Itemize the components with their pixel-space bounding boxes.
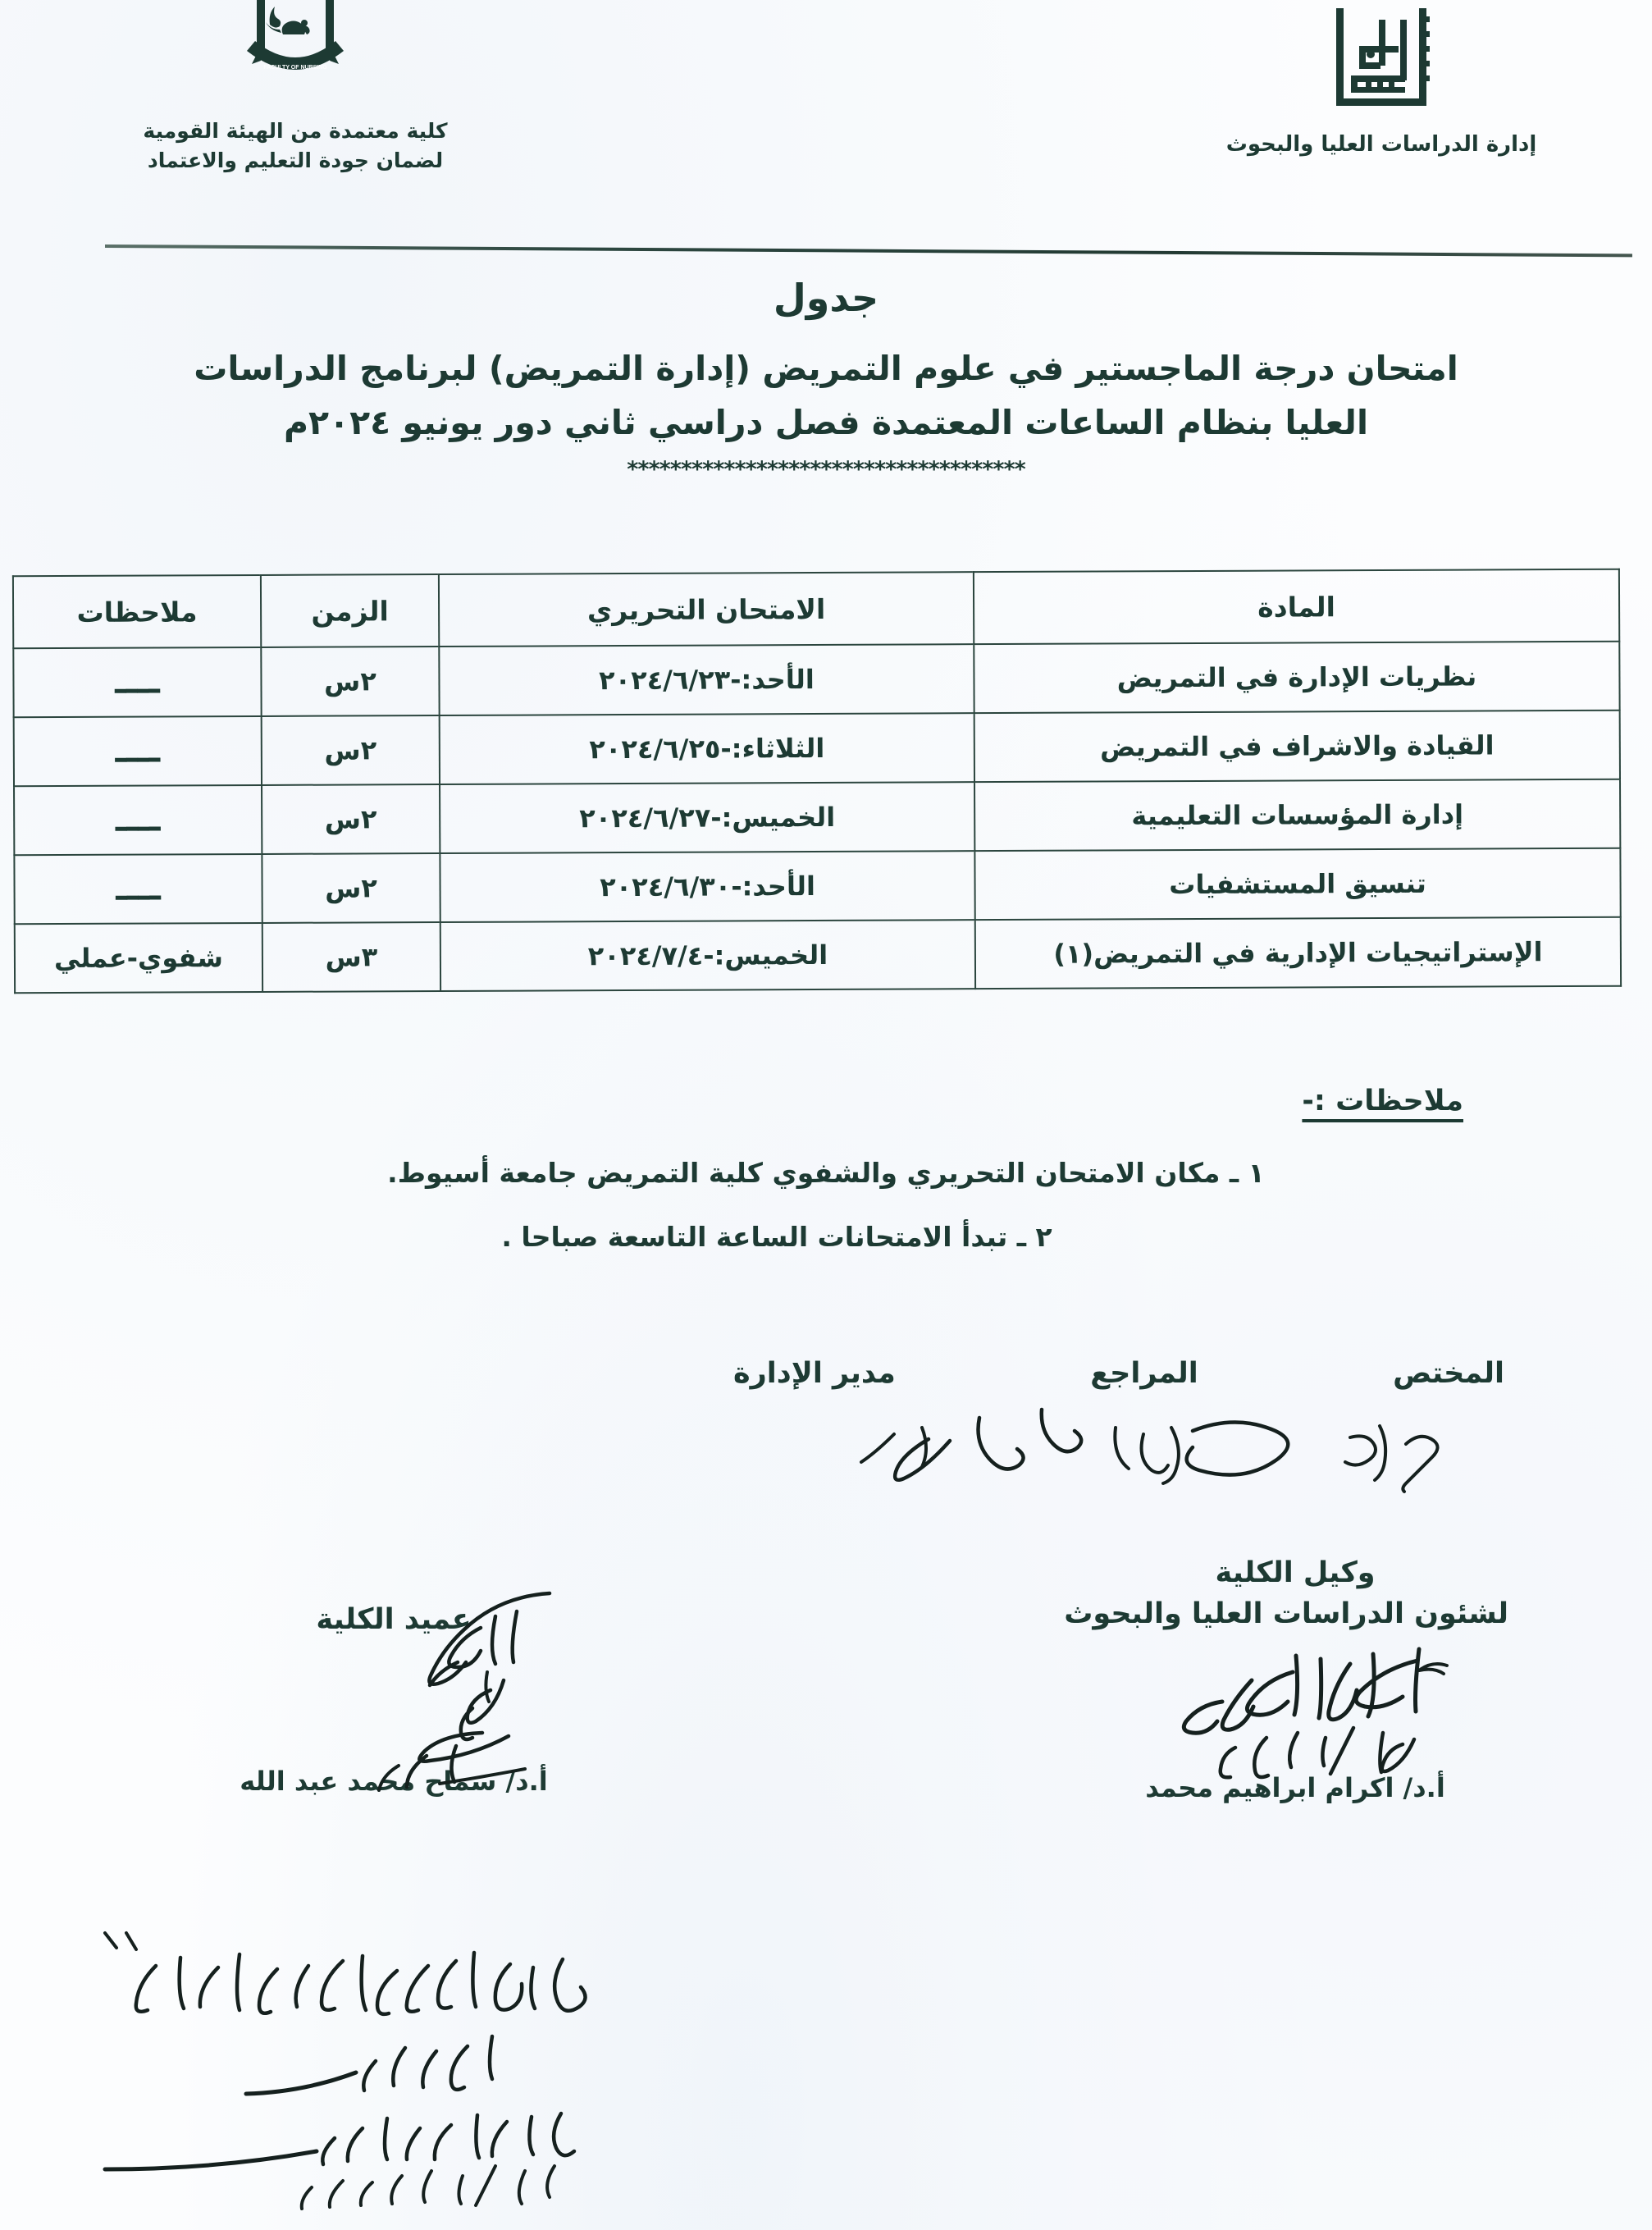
note-item: ١ ـ مكان الامتحان التحريري والشفوي كلية التمريض جامعة أسيوط. <box>387 1157 1265 1189</box>
note-item: ٢ ـ تبدأ الامتحانات الساعة التاسعة صباحا . <box>501 1220 1052 1253</box>
faculty-of-nursing-logo-icon <box>234 0 357 98</box>
dean-signature-block <box>205 1600 582 1797</box>
table-header-row <box>13 569 1619 649</box>
cell-exam-date: الثلاثاء:-٢٠٢٤/٦/٢٥ <box>440 713 974 784</box>
cell-notes: ــــ <box>14 716 262 786</box>
cell-notes: شفوي-عملي <box>15 923 262 993</box>
header-left-block <box>107 0 484 176</box>
header-right-block <box>1168 7 1595 161</box>
cell-subject: الإستراتيجيات الإدارية في التمريض(١) <box>975 917 1621 989</box>
cell-exam-date: الخميس:-٢٠٢٤/٦/٢٧ <box>440 782 974 853</box>
table-row <box>13 642 1619 718</box>
cell-notes: ــــ <box>14 854 262 924</box>
cell-exam-date: الأحد:-٢٠٢٤/٦/٣٠ <box>440 851 974 922</box>
cell-duration: ٢س <box>262 853 440 923</box>
column-header-subject: المادة <box>974 569 1619 644</box>
cell-duration: ٢س <box>262 784 440 854</box>
assiut-university-logo-icon <box>1333 7 1430 121</box>
cell-duration: ٣س <box>262 922 440 992</box>
accreditation-line-2: لضمان جودة التعليم والاعتماد <box>147 149 444 173</box>
notes-section <box>0 1085 1652 1284</box>
table-row <box>14 779 1620 856</box>
approval-handwritten-annotation-icon <box>57 1920 738 2215</box>
column-header-duration: الزمن <box>261 574 439 647</box>
accreditation-line-1: كلية معتمدة من الهيئة القومية <box>143 119 448 143</box>
vice-dean-name: أ.د/ اكرام ابراهيم محمد <box>1145 1772 1445 1804</box>
cell-duration: ٢س <box>262 715 440 785</box>
cell-subject: القيادة والاشراف في التمريض <box>974 711 1620 782</box>
cell-notes: ــــ <box>14 785 262 855</box>
cell-exam-date: الخميس:-٢٠٢٤/٧/٤ <box>440 920 975 991</box>
column-header-notes: ملاحظات <box>13 575 261 648</box>
cell-exam-date: الأحد:-٢٠٢٤/٦/٢٣ <box>439 644 974 715</box>
vice-dean-signature-space <box>1082 1634 1508 1772</box>
table-row <box>15 917 1621 994</box>
cell-notes: ــــ <box>13 647 261 717</box>
title-block <box>0 276 1652 482</box>
table-row <box>14 848 1620 925</box>
notes-heading: ملاحظات :- <box>1302 1085 1463 1117</box>
signature-labels-row <box>733 1357 1504 1390</box>
vice-dean-role-line2: لشئون الدراسات العليا والبحوث <box>1064 1597 1508 1630</box>
cell-subject: تنسيق المستشفيات <box>974 848 1620 920</box>
cell-subject: إدارة المؤسسات التعليمية <box>974 779 1620 851</box>
exam-schedule-table <box>12 569 1622 994</box>
cell-duration: ٢س <box>261 647 439 716</box>
title-separator: ************************************* <box>627 456 1025 482</box>
vice-dean-signature-block <box>1064 1553 1508 1804</box>
document-type-label: جدول <box>773 276 879 320</box>
schedule-table-wrapper <box>14 569 1622 994</box>
document-header <box>0 0 1652 246</box>
cell-subject: نظريات الإدارة في التمريض <box>974 642 1619 713</box>
column-header-written-exam: الامتحان التحريري <box>439 572 974 647</box>
vice-dean-role-line1: وكيل الكلية <box>1215 1556 1376 1589</box>
dean-name: أ.د/ سماح محمد عبد الله <box>240 1765 548 1797</box>
signature-label-reviewer: المراجع <box>1090 1357 1198 1390</box>
signature-label-admin-director: مدير الإدارة <box>733 1357 896 1390</box>
signature-label-specialist: المختص <box>1393 1357 1504 1390</box>
notes-list <box>0 1157 1652 1253</box>
dean-signature-space <box>205 1641 582 1766</box>
handwritten-signature-row-icon <box>733 1395 1521 1501</box>
page-title: امتحان درجة الماجستير في علوم التمريض (إدارة التمريض) لبرنامج الدراسات العليا بنظام الساعات المعتمدة فصل دراسي ثاني دور يونيو ٢٠٢٤م <box>194 349 1458 443</box>
dean-role: عميد الكلية <box>316 1603 472 1636</box>
svg-text:FACULTY OF NURSING: FACULTY OF NURSING <box>263 65 327 71</box>
header-department-label: إدارة الدراسات العليا والبحوث <box>1225 132 1537 157</box>
header-divider <box>105 244 1632 257</box>
table-row <box>14 711 1620 787</box>
